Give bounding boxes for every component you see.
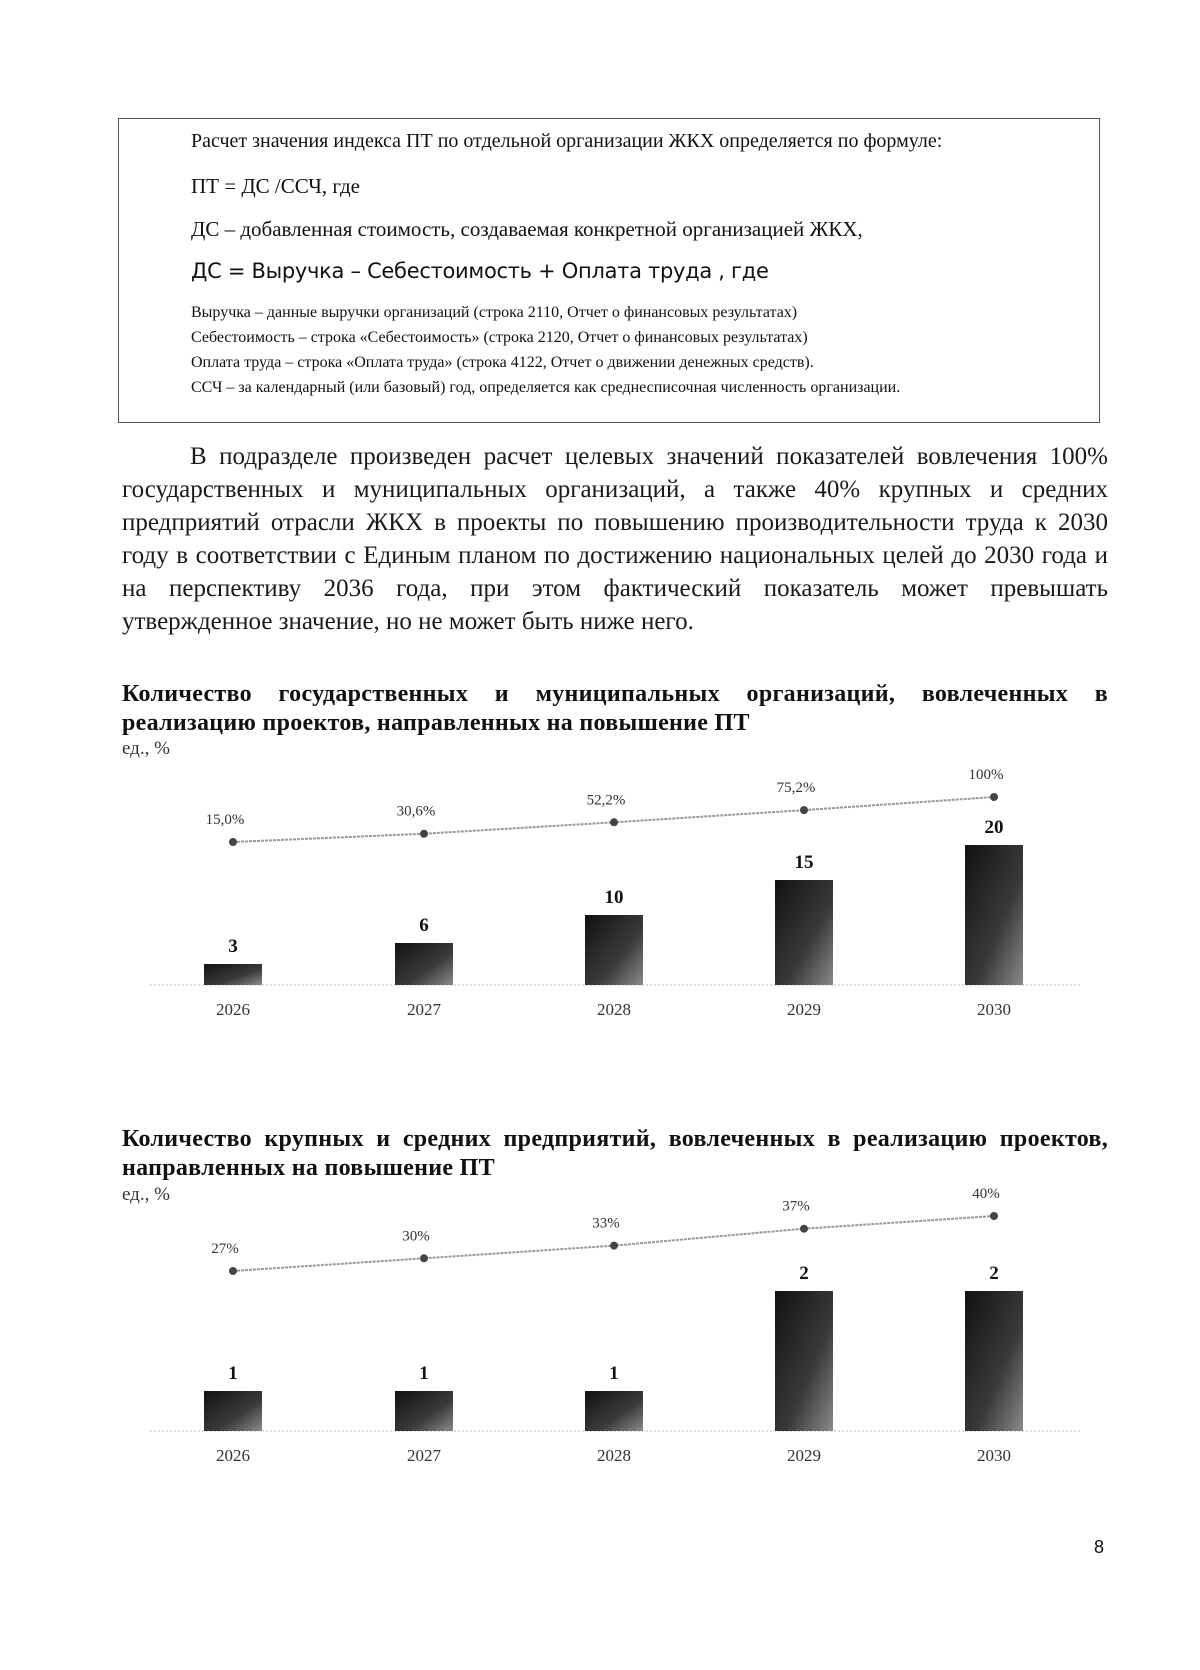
percent-point-2026 bbox=[229, 838, 237, 846]
formula-note-cost: Себестоимость – строка «Себестоимость» (строка 2120, Отчет о финансовых результатах) bbox=[191, 329, 808, 346]
chart-1 bbox=[0, 750, 1200, 1040]
x-tick-label: 2028 bbox=[597, 1446, 631, 1465]
bar-value-label: 1 bbox=[419, 1363, 429, 1384]
x-tick-label: 2029 bbox=[787, 1000, 821, 1019]
formula-note-revenue: Выручка – данные выручки организаций (строка 2110, Отчет о финансовых результатах) bbox=[191, 304, 798, 321]
bar-2028 bbox=[585, 915, 643, 985]
formula-intro: Расчет значения индекса ПТ по отдельной организации ЖКХ определяется по формуле: bbox=[191, 130, 943, 152]
body-paragraph: В подразделе произведен расчет целевых значений показателей вовлечения 100% государственных и муниципальных организаций, а также 40% крупных и средних предприятий отрасли ЖКХ в проекты по повышению производительности труда к 2030 году в соответствии с Единым планом по достижению национальных целей до 2030 года и на перспективу 2036 года, при этом фактический показатель может превышать утвержденное значение, но не может быть ниже него. bbox=[122, 443, 1108, 635]
x-tick-label: 2029 bbox=[787, 1446, 821, 1465]
formula-ds: ДС = Выручка – Себестоимость + Оплата труда , где bbox=[191, 259, 769, 283]
x-tick-label: 2026 bbox=[216, 1000, 250, 1019]
percent-point-2028 bbox=[610, 818, 618, 826]
percent-point-2029 bbox=[800, 1225, 808, 1233]
percent-point-2029 bbox=[800, 806, 808, 814]
bar-2027 bbox=[395, 1391, 453, 1431]
bar-2026 bbox=[204, 964, 262, 985]
percent-label: 40% bbox=[972, 1186, 1000, 1202]
percent-point-2027 bbox=[420, 830, 428, 838]
bar-value-label: 1 bbox=[228, 1363, 238, 1384]
bar-2026 bbox=[204, 1391, 262, 1431]
x-tick-label: 2030 bbox=[977, 1446, 1011, 1465]
bar-2030 bbox=[965, 845, 1023, 985]
percent-label: 30% bbox=[402, 1228, 430, 1245]
page-number: 8 bbox=[1094, 1537, 1105, 1557]
percent-label: 37% bbox=[782, 1198, 810, 1215]
percent-point-2030 bbox=[990, 1212, 998, 1220]
bar-2029 bbox=[775, 880, 833, 985]
formula-pt: ПТ = ДС /ССЧ, где bbox=[191, 174, 360, 198]
percent-label: 30,6% bbox=[396, 803, 436, 820]
percent-label: 27% bbox=[211, 1241, 239, 1257]
x-tick-label: 2027 bbox=[407, 1000, 441, 1019]
bar-2028 bbox=[585, 1391, 643, 1431]
bar-value-label: 6 bbox=[419, 915, 429, 936]
bar-value-label: 3 bbox=[228, 936, 238, 957]
bar-2029 bbox=[775, 1291, 833, 1431]
percent-label: 75,2% bbox=[776, 780, 816, 797]
bar-value-label: 1 bbox=[609, 1363, 619, 1384]
bar-2027 bbox=[395, 943, 453, 985]
percent-label: 33% bbox=[592, 1215, 620, 1232]
percent-label: 52,2% bbox=[586, 792, 626, 809]
formula-note-wages: Оплата труда – строка «Оплата труда» (строка 4122, Отчет о движении денежных средств). bbox=[191, 354, 814, 371]
bar-value-label: 2 bbox=[799, 1263, 809, 1284]
chart-1-title: Количество государственных и муниципальных организаций, вовлеченных в реализацию проектов, направленных на повышение ПТ bbox=[122, 681, 1108, 736]
chart-2-title: Количество крупных и средних предприятий, вовлеченных в реализацию проектов, направленных на повышение ПТ bbox=[122, 1126, 1108, 1181]
x-tick-label: 2027 bbox=[407, 1446, 441, 1465]
bar-value-label: 20 bbox=[984, 817, 1004, 838]
formula-box bbox=[118, 118, 1100, 423]
percent-point-2030 bbox=[990, 793, 998, 801]
bar-2030 bbox=[965, 1291, 1023, 1431]
x-tick-label: 2028 bbox=[597, 1000, 631, 1019]
percent-label: 100% bbox=[968, 767, 1004, 783]
percent-point-2026 bbox=[229, 1267, 237, 1275]
bar-value-label: 10 bbox=[604, 887, 624, 908]
chart-2-unit: ед., % bbox=[122, 1184, 170, 1205]
bar-value-label: 2 bbox=[989, 1263, 999, 1284]
percent-label: 15,0% bbox=[205, 812, 245, 828]
formula-note-headcount: ССЧ – за календарный (или базовый) год, определяется как среднесписочная численность организации. bbox=[191, 379, 901, 396]
formula-ds-definition: ДС – добавленная стоимость, создаваемая конкретной организацией ЖКХ, bbox=[191, 217, 863, 241]
chart-1-unit: ед., % bbox=[122, 738, 170, 759]
bar-value-label: 15 bbox=[794, 852, 814, 873]
percent-point-2028 bbox=[610, 1242, 618, 1250]
x-tick-label: 2026 bbox=[216, 1446, 250, 1465]
x-tick-label: 2030 bbox=[977, 1000, 1011, 1019]
percent-point-2027 bbox=[420, 1254, 428, 1262]
